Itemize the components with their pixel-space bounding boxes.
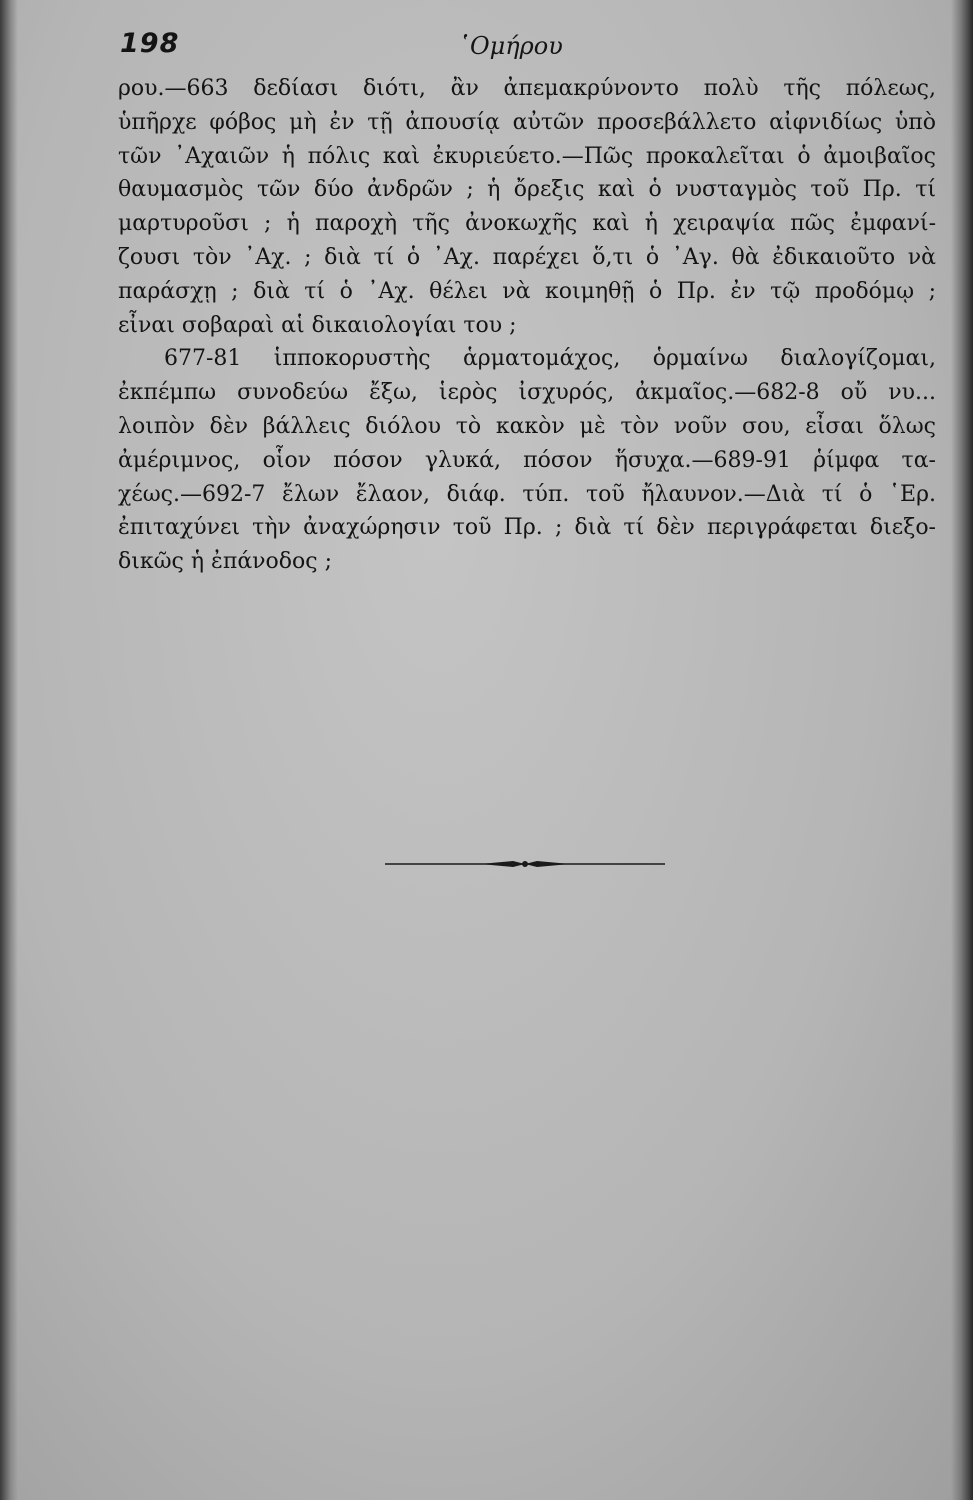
page-left-edge-shadow xyxy=(0,0,18,1500)
commentary-text xyxy=(118,72,936,579)
text-line: θαυμασμὸς τῶν δύο ἀνδρῶν ; ἡ ὄρεξις καὶ ὁ νυσταγμὸς τοῦ Πρ. τί xyxy=(118,177,936,203)
text-line: ἀμέριμνος, οἷον πόσον γλυκά, πόσον ἥσυχα.—689-91 ῥίμφα τα- xyxy=(118,447,936,473)
text-line: 677-81 ἱπποκορυστὴς ἁρματομάχος, ὁρμαίνω διαλογίζομαι, xyxy=(164,346,936,372)
text-line: ἐπιταχύνει τὴν ἀναχώρησιν τοῦ Πρ. ; διὰ τί δὲν περιγράφεται διεξο- xyxy=(118,515,936,541)
page-number: 198 xyxy=(120,28,180,59)
text-line: τῶν ᾿Αχαιῶν ἡ πόλις καὶ ἐκυριεύετο.—Πῶς προκαλεῖται ὁ ἀμοιβαῖος xyxy=(118,143,936,169)
page-right-edge-shadow xyxy=(951,0,973,1500)
text-line: μαρτυροῦσι ; ἡ παροχὴ τῆς ἀνοκωχῆς καὶ ἡ χειραψία πῶς ἐμφανί- xyxy=(118,211,936,237)
text-line: λοιπὸν δὲν βάλλεις διόλου τὸ κακὸν μὲ τὸν νοῦν σου, εἶσαι ὅλως xyxy=(118,413,936,439)
ornamental-divider xyxy=(385,859,665,869)
running-head: ῾Ομήρου xyxy=(458,32,563,60)
text-line: ρου.—663 δεδίασι διότι, ἂν ἀπεμακρύνοντο πολὺ τῆς πόλεως, xyxy=(118,76,936,101)
text-line: ἐκπέμπω συνοδεύω ἔξω, ἱερὸς ἰσχυρός, ἀκμαῖος.—682-8 οὔ νυ... xyxy=(118,380,936,406)
text-line: ὑπῆρχε φόβος μὴ ἐν τῇ ἀπουσίᾳ αὐτῶν προσεβάλλετο αἰφνιδίως ὑπὸ xyxy=(118,109,936,135)
text-line: χέως.—692-7 ἔλων ἔλαον, διάφ. τύπ. τοῦ ἤλαυνον.—Διὰ τί ὁ ῾Ερ. xyxy=(118,481,936,507)
text-line: δικῶς ἡ ἐπάνοδος ; xyxy=(118,549,333,575)
text-line: παράσχῃ ; διὰ τί ὁ ᾿Αχ. θέλει νὰ κοιμηθῇ ὁ Πρ. ἐν τῷ προδόμῳ ; xyxy=(118,278,936,304)
text-line: εἶναι σοβαραὶ αἱ δικαιολογίαι του ; xyxy=(118,312,517,338)
text-line: ζουσι τὸν ᾿Αχ. ; διὰ τί ὁ ᾿Αχ. παρέχει ὅ,τι ὁ ᾿Αγ. θὰ ἐδικαιοῦτο νὰ xyxy=(118,244,936,270)
